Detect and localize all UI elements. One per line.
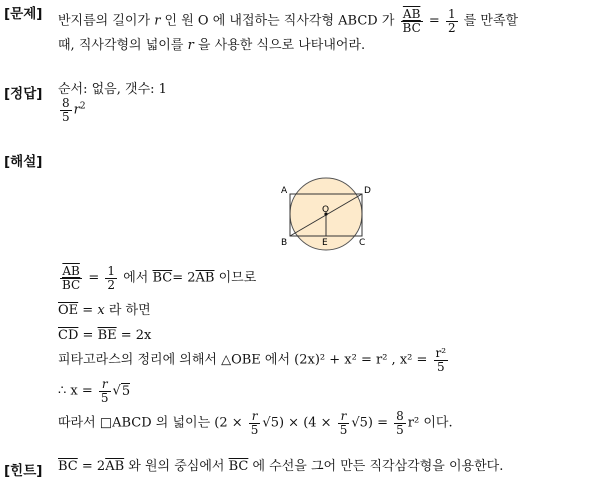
problem-tag: [문제] [4,6,43,22]
fraction [249,410,261,436]
frac-den: 5 [62,109,70,124]
frac-den: 2 [107,277,116,292]
problem-text: 반지름의 길이가 [58,13,151,29]
hint-line [58,459,503,475]
frac-den: 5 [396,422,404,437]
frac-den: BC [402,20,421,35]
label-b: B [281,238,288,248]
var-r: r [187,38,194,53]
frac-num: $\overline{AB}$ [401,8,423,22]
solution-text: 따라서 □ABCD 의 넓이는 (2 × [58,415,243,431]
frac-num: 8 [396,409,404,423]
solution-line-3 [58,328,151,344]
label-d: D [364,186,371,196]
segment-be: $\overline{BE}$ [97,328,117,343]
solution-text: ∴ x = [58,383,93,399]
frac-den: 5 [250,422,259,437]
problem-text: 때, 직사각형의 넓이를 [58,38,184,53]
segment-bc: $\overline{BC}$ [58,459,78,474]
hint-text: 에 수선을 그어 만든 직각삼각형을 이용한다. [252,459,504,474]
solution-text: √5) = [351,415,389,431]
solution-text: = 2 [172,270,196,286]
frac-num: r² [435,346,447,360]
frac-den: 5 [100,390,109,405]
var-r: r [154,13,161,29]
solution-text: r² 이다. [407,415,453,431]
solution-line-4 [58,347,450,373]
solution-tag: [해설] [4,154,43,170]
hint-text: = 2 [81,459,106,474]
equals: = [88,270,100,286]
problem-text: 를 만족할 [463,13,519,29]
solution-text: 라 하면 [108,303,151,318]
answer-fraction [60,97,72,123]
equals: = [82,303,94,318]
ratio-fraction [60,265,82,291]
answer-meta: 순서: 없음, 갯수: 1 [58,82,167,97]
segment-oe: $\overline{OE}$ [58,303,79,318]
solution-text: 에서 [123,270,149,286]
segment-bc: $\overline{BC}$ [228,459,249,474]
problem-text: 인 원 O 에 내접하는 직사각형 ABCD 가 [164,13,395,29]
segment-bc: $\overline{BC}$ [152,270,173,286]
solution-text: x² = [399,352,428,368]
segment-cd: $\overline{CD}$ [58,328,79,343]
hint-text: 와 원의 중심에서 [128,459,225,474]
solution-line-6 [58,410,453,436]
sqrt-value: 5 [121,383,131,399]
solution-text: 이므로 [218,270,257,286]
segment-ab: $\overline{AB}$ [195,270,215,286]
half-fraction [446,8,458,34]
frac-num: 8 [62,96,70,110]
frac-num: r [99,378,111,392]
solution-line-5 [58,378,130,404]
solution-text: √5) × (4 × [262,415,332,431]
problem-line-2 [58,38,365,54]
fraction [434,347,449,373]
label-c: C [359,238,366,248]
hint-tag: [힌트] [4,463,43,479]
frac-num: 1 [107,264,116,278]
fraction [394,410,406,436]
frac-num: $\overline{AB}$ [60,265,82,279]
fraction [99,378,111,404]
label-o: O [322,205,330,215]
solution-text: 피타고라스의 정리에 의해서 △OBE 에서 (2x)² + x² = r² , [58,352,396,368]
label-a: A [281,186,288,196]
answer-expr [58,97,86,123]
frac-den: 2 [447,20,456,35]
ratio-fraction [401,8,423,34]
problem-text: 을 사용한 식으로 나타내어라. [197,38,366,53]
solution-line-2 [58,303,151,319]
exponent: 2 [79,101,86,112]
frac-den: 5 [339,422,348,437]
frac-num: r [249,410,261,424]
frac-den: BC [62,277,81,292]
sqrt-sign: √ [112,383,121,399]
var-r: r [73,102,80,118]
fraction [338,410,350,436]
frac-num: 1 [447,7,456,21]
solution-text: = 2x [120,328,152,343]
problem-line-1 [58,8,518,34]
solution-line-1 [58,265,256,291]
var-x: x [97,303,105,318]
answer-tag: [정답] [4,86,43,102]
frac-den: 5 [437,359,445,374]
label-e: E [322,238,328,248]
half-fraction [105,265,117,291]
equals: = [428,13,440,29]
rectangle-in-circle-figure [274,176,384,256]
equals: = [82,328,94,343]
frac-num: r [338,410,350,424]
segment-ab: $\overline{AB}$ [105,459,125,474]
